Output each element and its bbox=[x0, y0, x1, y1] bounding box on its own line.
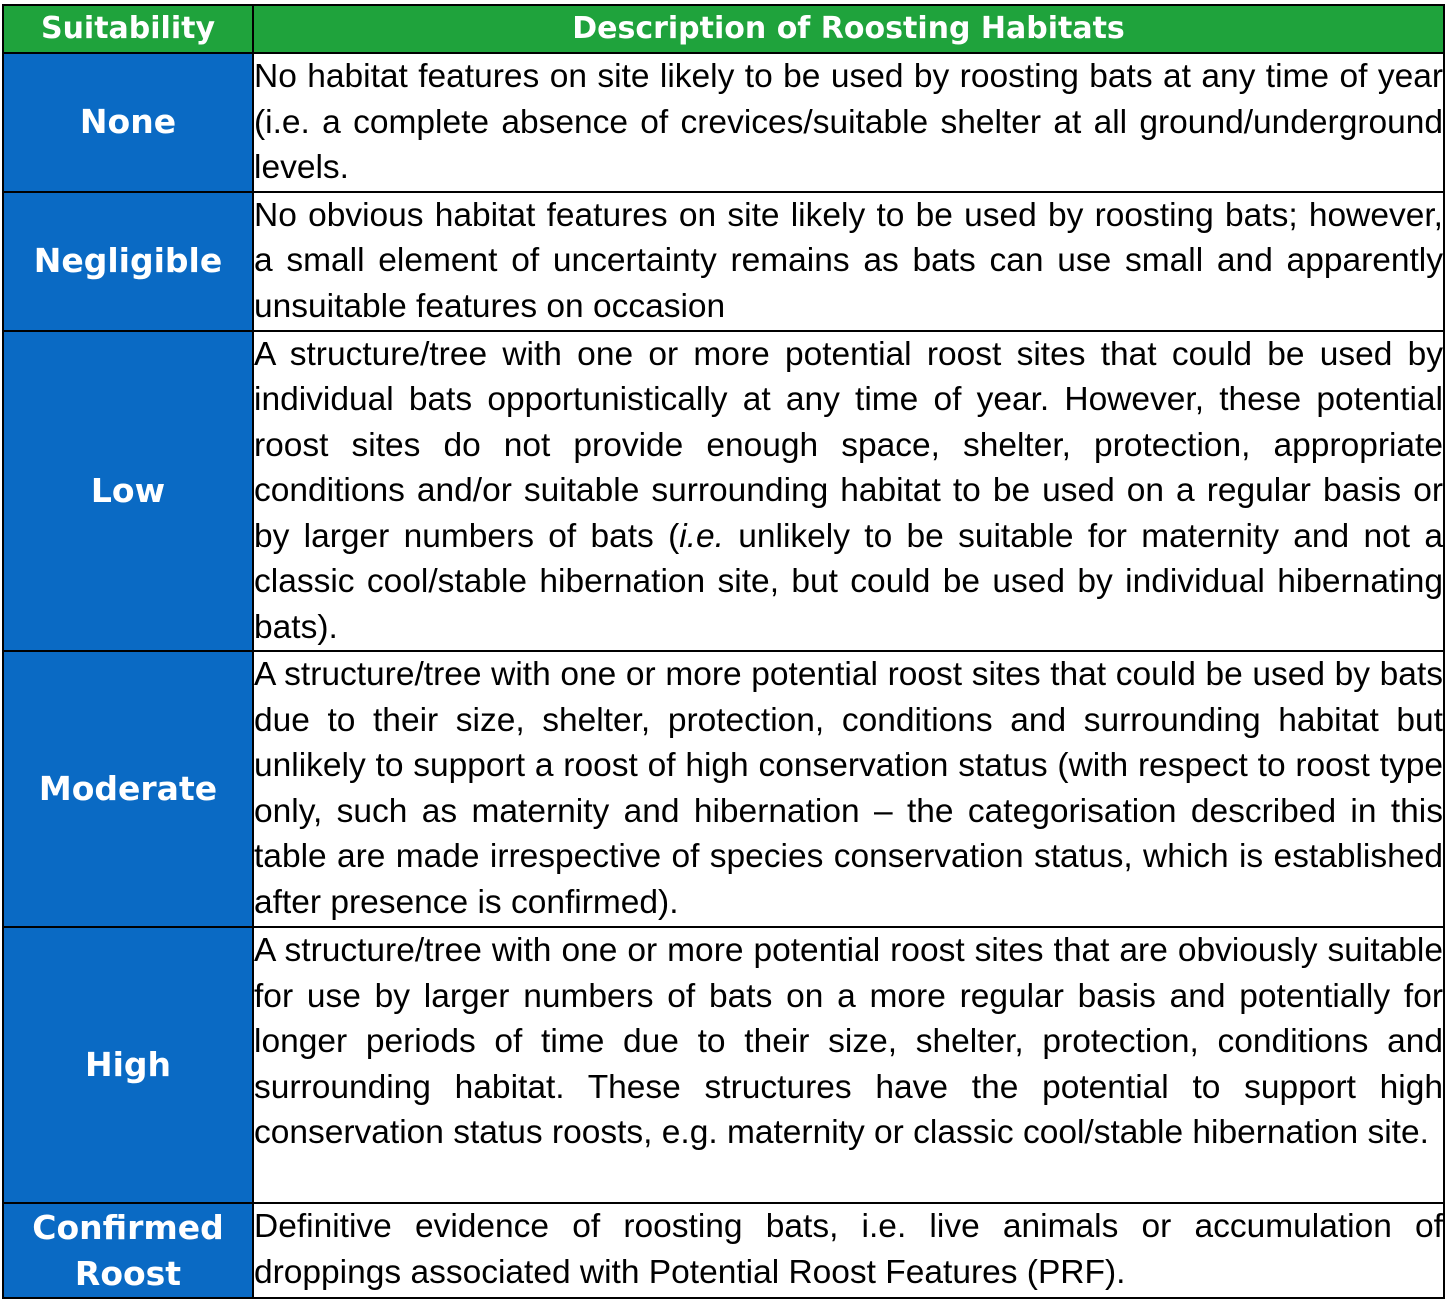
suitability-low: Low bbox=[3, 331, 253, 652]
description-moderate bbox=[253, 651, 1444, 927]
suitability-none: None bbox=[3, 53, 253, 192]
description-text: A structure/tree with one or more potential roost sites that are obviously suitable for use by larger numbers of bats on a more regular basis and potentially for longer periods of time due to their size, shelter, protection, conditions and surrounding habitat. These structures have the potential to support high conservation status roosts, e.g. maternity or classic cool/stable hibernation site. bbox=[254, 932, 1443, 1151]
description-low bbox=[253, 331, 1444, 652]
suitability-confirmed-roost: Confirmed Roost bbox=[3, 1203, 253, 1298]
description-text: Definitive evidence of roosting bats, i.e. live animals or accumulation of droppings associated with Potential Roost Features (PRF). bbox=[254, 1208, 1443, 1291]
table-row bbox=[3, 1203, 1444, 1298]
header-suitability: Suitability bbox=[3, 5, 253, 53]
description-text: No obvious habitat features on site likely to be used by roosting bats; however, a small element of uncertainty remains as bats can use small and apparently unsuitable features on occasion bbox=[254, 196, 1443, 325]
suitability-negligible: Negligible bbox=[3, 192, 253, 331]
description-confirmed-roost bbox=[253, 1203, 1444, 1298]
table-row bbox=[3, 651, 1444, 927]
table-row bbox=[3, 53, 1444, 192]
description-text-part: unlikely to be suitable for maternity and not a classic cool/stable hibernation site, but could be used by individual hibernating bats). bbox=[254, 517, 1443, 646]
description-text-italic: i.e. bbox=[679, 517, 724, 555]
description-text bbox=[254, 332, 1443, 651]
table-row bbox=[3, 927, 1444, 1203]
description-text: No habitat features on site likely to be used by roosting bats at any time of year (i.e. a complete absence of crevices/suitable shelter at all ground/underground levels. bbox=[254, 58, 1443, 186]
description-text-part: A structure/tree with one or more potential roost sites that could be used by individual bats opportunistically at any time of year. However, these potential roost sites do not provide enough space, shelter, protection, appropriate conditions and/or suitable surrounding habitat to be used on a regular basis or by larger numbers of bats ( bbox=[254, 335, 1443, 555]
roosting-habitat-table bbox=[2, 4, 1445, 1299]
description-none bbox=[253, 53, 1444, 192]
description-negligible bbox=[253, 192, 1444, 331]
description-text: A structure/tree with one or more potential roost sites that could be used by bats due to their size, shelter, protection, conditions and surrounding habitat but unlikely to support a roost of high conservation status (with respect to roost type only, such as maternity and hibernation – the categorisation described in this table are made irrespective of species conservation status, which is established after presence is confirmed). bbox=[254, 656, 1443, 921]
table-header-row bbox=[3, 5, 1444, 53]
suitability-high: High bbox=[3, 927, 253, 1203]
description-high bbox=[253, 927, 1444, 1203]
header-description: Description of Roosting Habitats bbox=[253, 5, 1444, 53]
table-row bbox=[3, 192, 1444, 331]
table-row bbox=[3, 331, 1444, 652]
suitability-moderate: Moderate bbox=[3, 651, 253, 927]
